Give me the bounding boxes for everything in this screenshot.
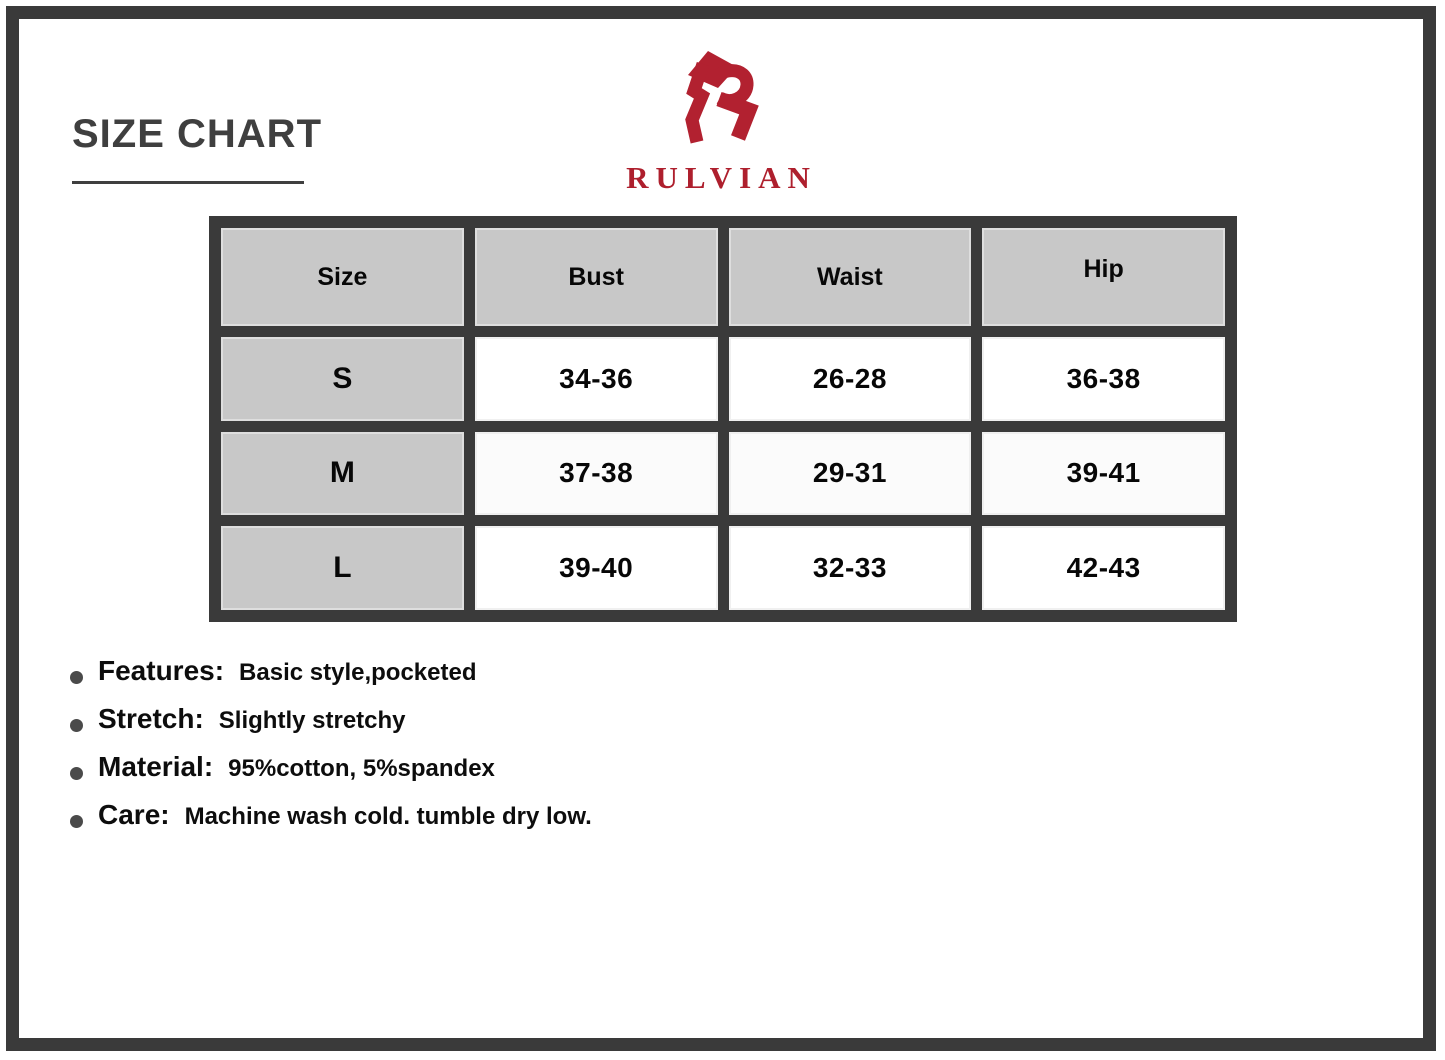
brand-wordmark: RULVIAN	[626, 160, 817, 195]
title-underline	[72, 181, 304, 184]
cell-s-size: S	[221, 337, 464, 421]
cell-s-bust: 34-36	[475, 337, 718, 421]
title-block	[72, 112, 322, 184]
detail-label: Stretch:	[98, 703, 204, 734]
detail-value: Basic style,pocketed	[239, 659, 477, 686]
bullet-icon	[70, 767, 83, 780]
brand-r-icon	[668, 46, 768, 158]
size-table	[209, 216, 1237, 622]
cell-s-waist: 26-28	[729, 337, 972, 421]
bullet-icon	[70, 719, 83, 732]
detail-label: Material:	[98, 751, 214, 782]
cell-l-waist: 32-33	[729, 526, 972, 610]
detail-value: 95%cotton, 5%spandex	[228, 755, 495, 782]
header-cell-waist: Waist	[729, 228, 972, 326]
cell-m-bust: 37-38	[475, 432, 718, 516]
brand-logo	[558, 46, 878, 196]
cell-l-bust: 39-40	[475, 526, 718, 610]
detail-row-care	[70, 799, 592, 847]
cell-l-size: L	[221, 526, 464, 610]
cell-m-hip: 39-41	[982, 432, 1225, 516]
details-list	[70, 655, 592, 847]
detail-row-features	[70, 655, 592, 703]
page-title: SIZE CHART	[72, 112, 322, 156]
bullet-icon	[70, 815, 83, 828]
detail-label: Features:	[98, 655, 225, 686]
cell-s-hip: 36-38	[982, 337, 1225, 421]
cell-m-waist: 29-31	[729, 432, 972, 516]
detail-row-stretch	[70, 703, 592, 751]
header-cell-hip: Hip	[982, 228, 1225, 326]
detail-label: Care:	[98, 799, 170, 830]
header-cell-bust: Bust	[475, 228, 718, 326]
bullet-icon	[70, 671, 83, 684]
detail-row-material	[70, 751, 592, 799]
header-cell-size: Size	[221, 228, 464, 326]
detail-value: Slightly stretchy	[218, 707, 406, 734]
cell-m-size: M	[221, 432, 464, 516]
detail-value: Machine wash cold. tumble dry low.	[184, 803, 592, 830]
cell-l-hip: 42-43	[982, 526, 1225, 610]
